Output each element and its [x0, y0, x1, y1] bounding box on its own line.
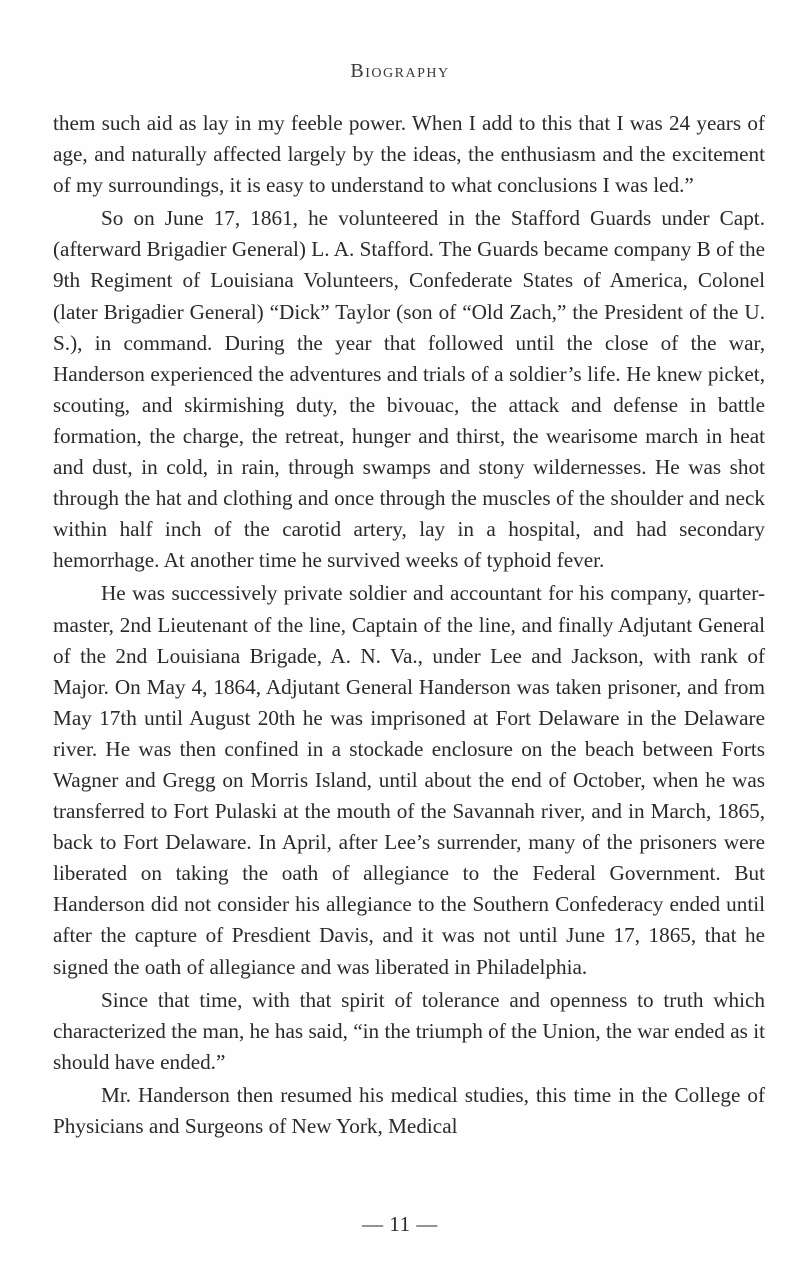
- paragraph-military-career: He was successively private soldier and accountant for his company, quarter-master, 2nd Lieutenant of the line, Captain of the line, and finally Adjutant General of the 2nd Louisiana Brigade, A. N. Va., under Lee and Jackson, with rank of Major. On May 4, 1864, Adjutant General Handerson was taken prisoner, and from May 17th until August 20th he was imprisoned at Fort Delaware in the Delaware river. He was then confined in a stockade enclosure on the beach between Forts Wagner and Gregg on Morris Island, until about the end of October, when he was transferred to Fort Pulaski at the mouth of the Savannah river, and in March, 1865, back to Fort Delaware. In April, after Lee’s surrender, many of the prisoners were liberated on taking the oath of allegiance to the Federal Government. But Handerson did not consider his allegiance to the Southern Confederacy ended until after the capture of Presdient Davis, and it was not until June 17, 1865, that he signed the oath of allegiance and was liberated in Philadelphia.: [53, 581, 765, 979]
- paragraph-stafford-guards: So on June 17, 1861, he volunteered in the Stafford Guards under Capt. (afterward Brigadier General) L. A. Stafford. The Guards became company B of the 9th Regiment of Louisiana Volunteers, Confederate States of America, Colonel (later Brigadier General) “Dick” Taylor (son of “Old Zach,” the President of the U. S.), in command. During the year that followed until the close of the war, Handerson experienced the adventures and trials of a soldier’s life. He knew picket, scouting, and skirmishing duty, the bivouac, the attack and defense in battle formation, the charge, the retreat, hunger and thirst, the wearisome march in heat and dust, in cold, in rain, through swamps and stony wildernesses. He was shot through the hat and clothing and once through the muscles of the shoulder and neck within half inch of the carotid artery, lay in a hospital, and had secondary hemorrhage. At another time he survived weeks of typhoid fever.: [53, 206, 765, 573]
- paragraph-tolerance: Since that time, with that spirit of tolerance and openness to truth which characterized the man, he has said, “in the triumph of the Union, the war ended as it should have ended.”: [53, 987, 765, 1074]
- paragraph-medical-studies: Mr. Handerson then resumed his medical studies, this time in the College of Physicians and Surgeons of New York, Medical: [53, 1082, 765, 1138]
- page-number: — 11 —: [362, 1212, 438, 1236]
- body-text: [53, 108, 765, 1142]
- paragraph-continuation: them such aid as lay in my feeble power. When I add to this that I was 24 years of age, and naturally affected largely by the ideas, the enthusiasm and the excitement of my surroundings, it is easy to understand to what conclusions I was led.”: [53, 111, 765, 198]
- running-head: Biography: [350, 60, 450, 82]
